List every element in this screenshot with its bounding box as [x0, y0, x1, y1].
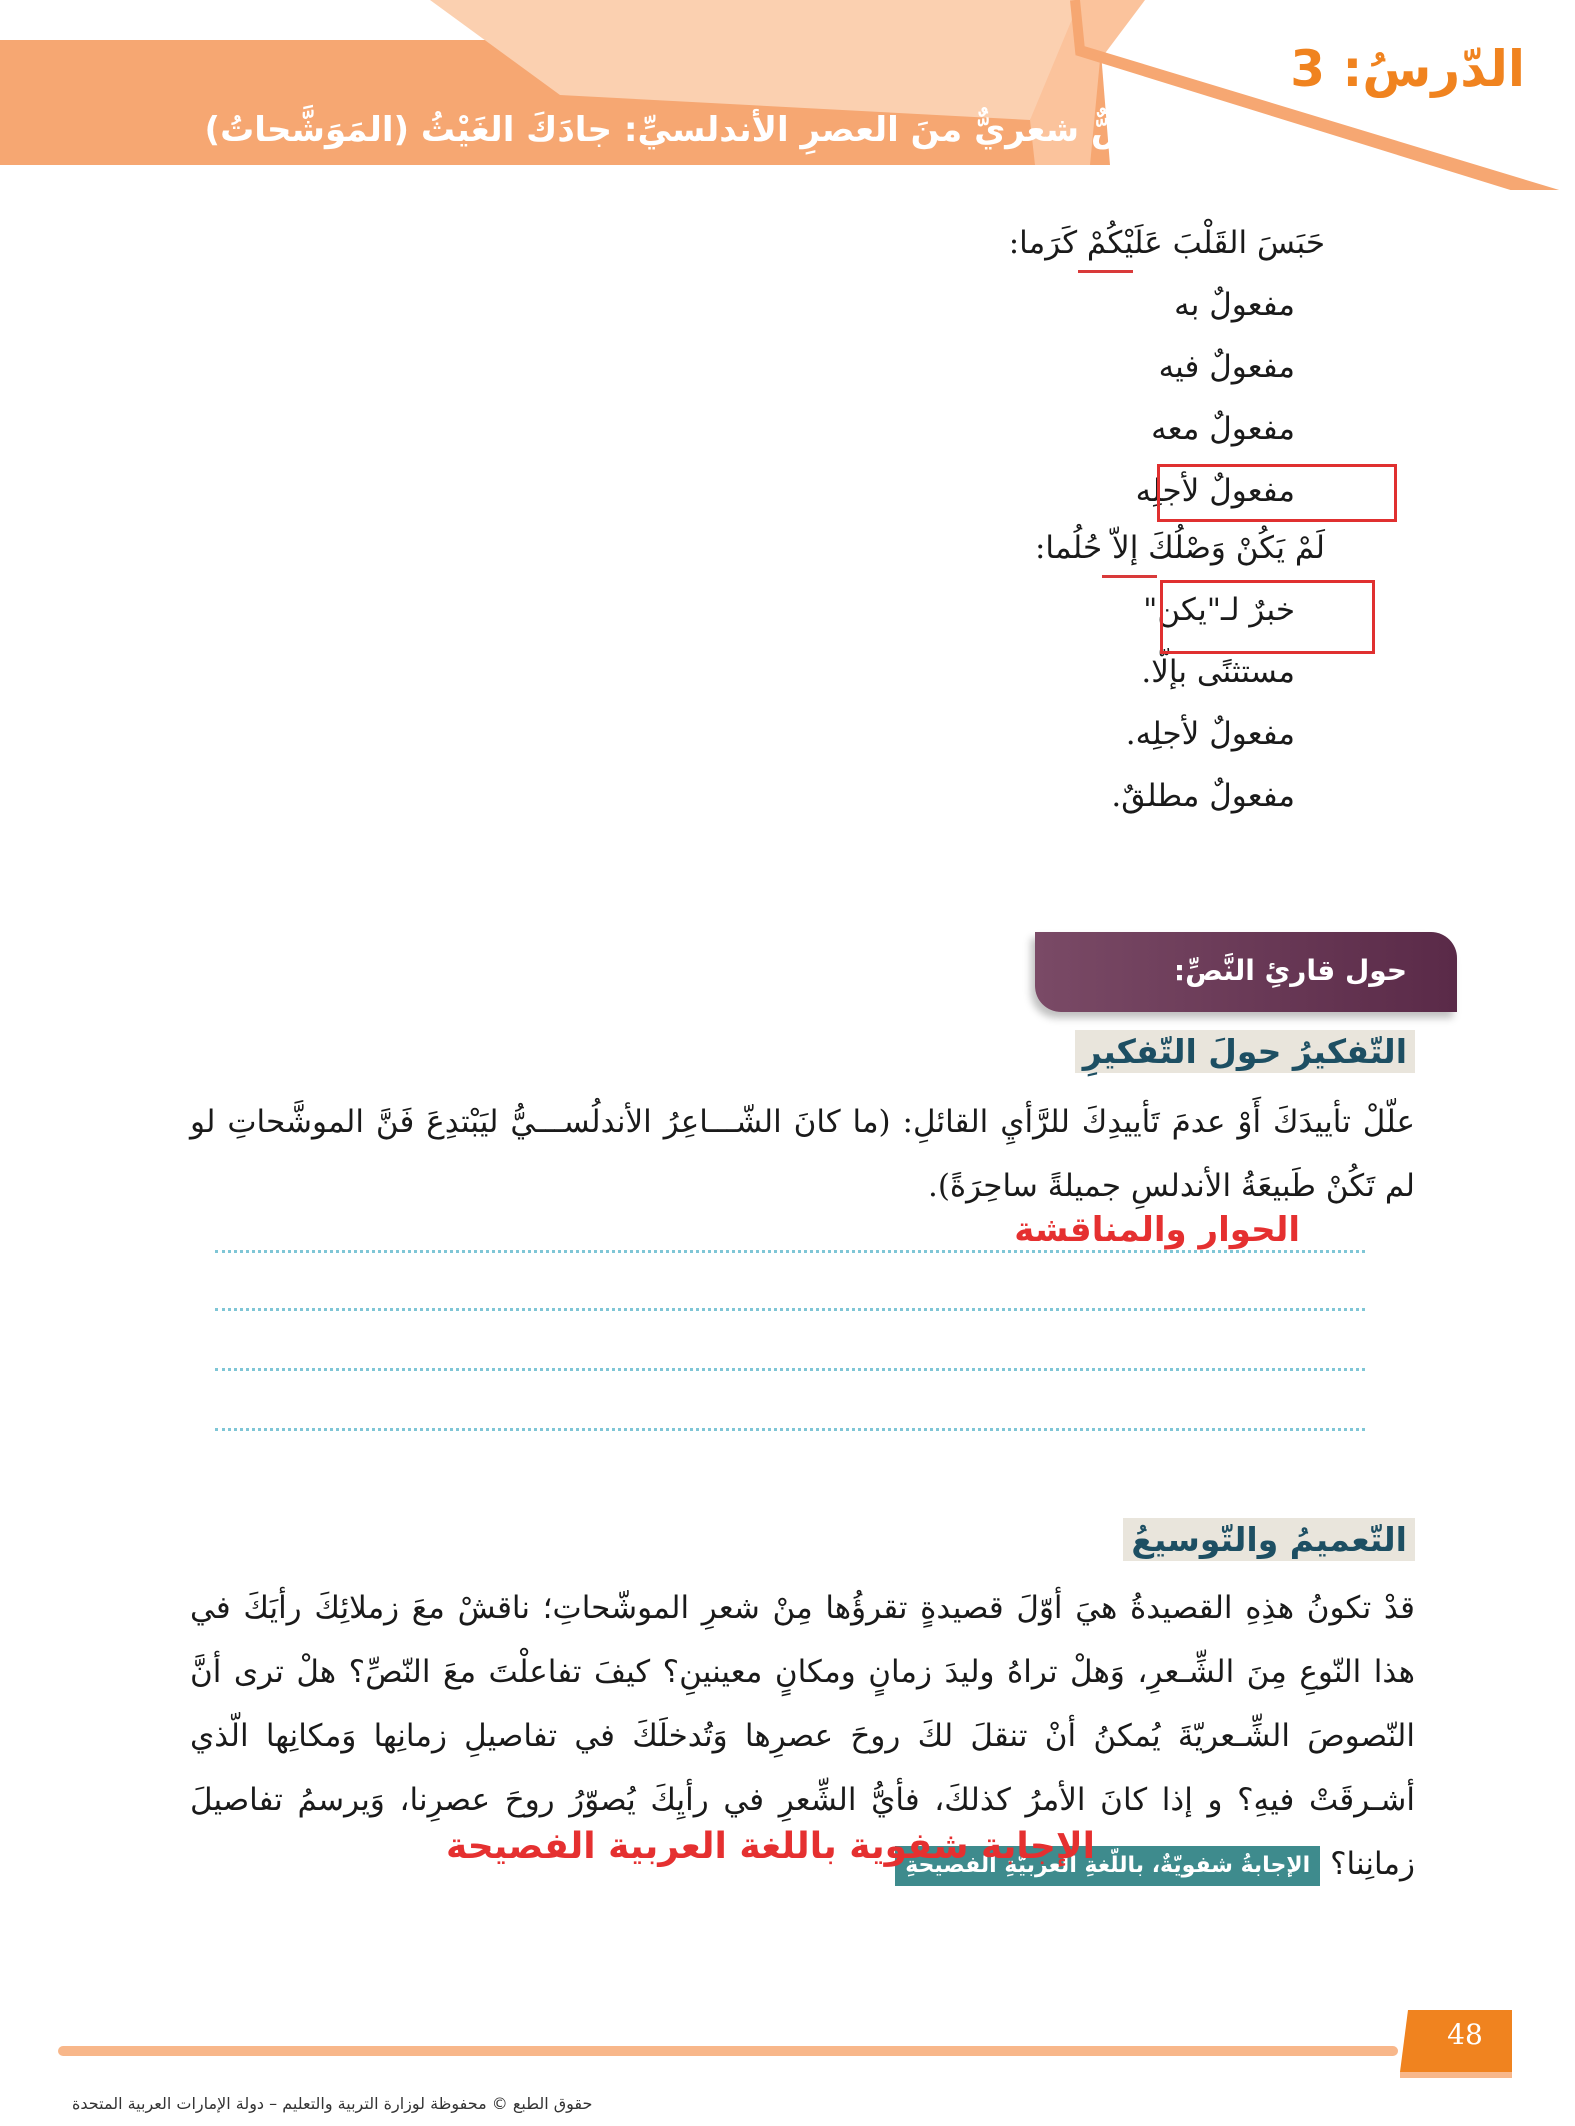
- quiz-1-selection-box: [1157, 464, 1397, 522]
- quiz-2-underline: [1102, 575, 1157, 578]
- page-number: 48: [1447, 2018, 1483, 2051]
- quiz-1-option[interactable]: مفعولٌ معه: [1151, 411, 1295, 447]
- quiz-1-option-selected[interactable]: مفعولٌ لأجلِه: [1135, 473, 1295, 509]
- quiz-2-question: لَمْ يَكُنْ وَصْلُكَ إلاّ حُلُما:: [1034, 530, 1325, 566]
- generalization-answer: الإجابة شفوية باللغة العربية الفصيحة: [445, 1826, 1095, 1867]
- section-banner: [1035, 932, 1457, 1012]
- thinking-heading: التّفكيرُ حولَ التّفكيرِ: [1075, 1030, 1415, 1073]
- quiz-2-option[interactable]: مستثنًى بإلّا.: [1141, 654, 1295, 690]
- answer-line: [215, 1250, 1365, 1253]
- answer-line: [215, 1308, 1365, 1311]
- generalization-heading: التّعميمُ والتّوسيعُ: [1123, 1518, 1415, 1561]
- quiz-2: [725, 530, 1325, 830]
- quiz-2-selection-box: [1160, 580, 1375, 654]
- section-banner-label: حول قارئِ النَّصِّ:: [1173, 954, 1407, 987]
- quiz-2-option-selected[interactable]: خبرٌ لـ"يكن": [1143, 592, 1295, 628]
- quiz-2-option[interactable]: مفعولٌ مطلقٌ.: [1111, 778, 1295, 814]
- copyright-notice: حقوق الطبع © محفوظة لوزارة التربية والتعليم – دولة الإمارات العربية المتحدة: [72, 2094, 593, 2113]
- answer-line: [215, 1428, 1365, 1431]
- quiz-1-option[interactable]: مفعولٌ فيه: [1158, 349, 1295, 385]
- quiz-1-underline: [1078, 270, 1133, 273]
- quiz-1-option[interactable]: مفعولٌ به: [1174, 287, 1295, 323]
- generalization-paragraph: قدْ تكونُ هذِهِ القصيدةُ هيَ أوّلَ قصيدةٍ تقرؤُها مِنْ شعرِ الموشّحاتِ؛ ناقشْ معَ زملائِكَ رأيَكَ في هذا النّوعِ مِنَ الشِّـعرِ، وَهلْ تراهُ وليدَ زمانٍ ومكانٍ معينينِ؟ كيفَ تفاعلْتَ معَ النّصِّ؟ هلْ ترى أنَّ النّصوصَ الشِّـعريّةَ يُمكنُ أنْ تنقلَ لكَ روحَ عصرِها وَتُدخلَكَ في تفاصيلِ زمانِها وَمكانِها الّذي أشـرقَتْ فيهِ؟ و إذا كانَ الأمرُ كذلكَ، فأيُّ الشِّعرِ في رأيِكَ يُصوّرُ روحَ عصرِنا، وَيرسمُ تفاصيلَ زمانِنا؟ الإجابةُ شفويّةٌ، باللّغةِ العربيّةِ الفصيحةِ: [190, 1576, 1415, 1896]
- lesson-title: الدّرسُ: 3: [1290, 40, 1525, 98]
- oral-answer-tag: الإجابةُ شفويّةٌ، باللّغةِ العربيّةِ الفصيحةِ: [895, 1846, 1320, 1886]
- answer-line: [215, 1368, 1365, 1371]
- thinking-paragraph: علّلْ تأييدَكَ أَوْ عدمَ تَأييدِكَ للرَّأيِ القائلِ: (ما كانَ الشّـــاعِرُ الأندلُســـيُّ ليَبْتدِعَ فَنَّ الموشَّحاتِ لو لم تَكُنْ طَبيعَةُ الأندلسِ جميلةً ساحِرَةً).: [190, 1104, 1415, 1204]
- quiz-1-question: حَبَسَ القَلْبَ عَلَيْكُمْ كَرَما:: [1008, 225, 1325, 261]
- quiz-2-option[interactable]: مفعولٌ لأجلِه.: [1125, 716, 1295, 752]
- lesson-subtitle: نصٌّ شعريٌّ منَ العصرِ الأندلسيِّ: جادَكَ الغَيْثُ (المَوَشَّحاتُ): [204, 110, 1150, 150]
- thinking-answer: الحوار والمناقشة: [1014, 1210, 1300, 1250]
